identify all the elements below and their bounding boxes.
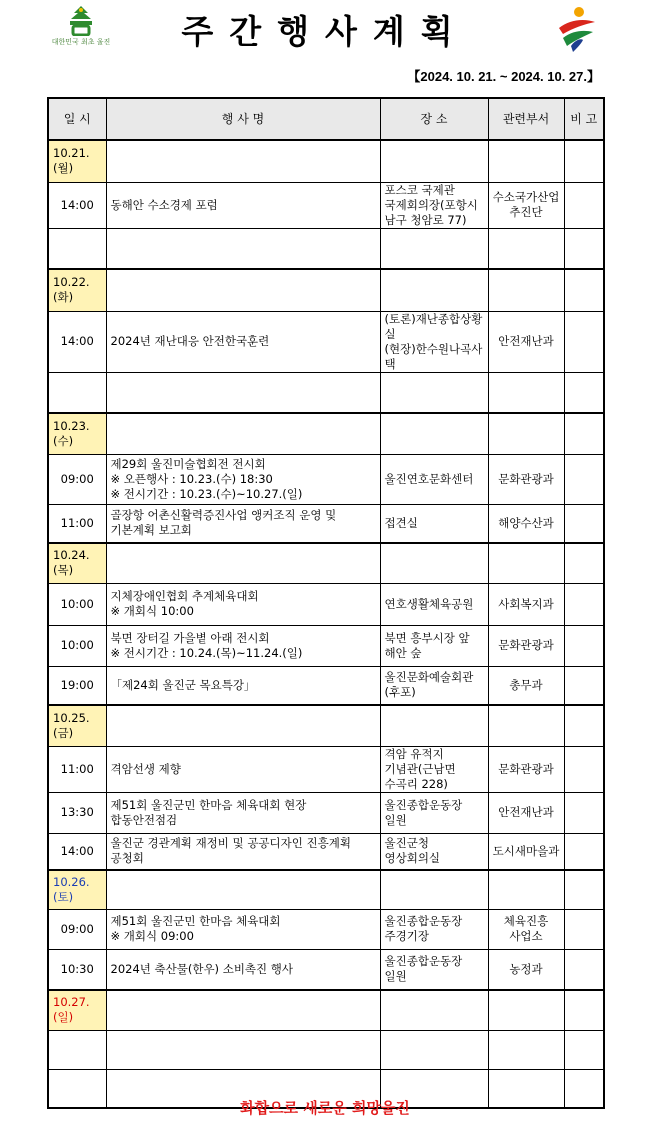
weekly-schedule-table xyxy=(47,97,605,1109)
empty-cell xyxy=(106,269,380,311)
dept-cell: 도시새마을과 xyxy=(488,833,564,870)
place-cell: 울진군청 영상회의실 xyxy=(380,833,488,870)
slogan: 화합으로 새로운 희망울진 xyxy=(240,1099,410,1117)
place-cell: 울진종합운동장 주경기장 xyxy=(380,909,488,949)
county-logo xyxy=(50,4,112,54)
event-name-cell xyxy=(106,1030,380,1069)
dept-cell: 문화관광과 xyxy=(488,625,564,666)
empty-cell xyxy=(380,870,488,909)
place-cell xyxy=(380,228,488,269)
time-cell: 14:00 xyxy=(48,311,106,372)
col-header-place: 장 소 xyxy=(380,98,488,140)
empty-cell xyxy=(380,140,488,182)
place-cell: 울진연호문화센터 xyxy=(380,454,488,504)
time-cell: 14:00 xyxy=(48,182,106,228)
note-cell xyxy=(564,909,604,949)
dept-cell: 농정과 xyxy=(488,949,564,990)
event-row xyxy=(48,311,604,372)
day-header-row xyxy=(48,140,604,182)
day-header-row xyxy=(48,705,604,746)
time-cell: 19:00 xyxy=(48,666,106,705)
date-cell: 10.22.(화) xyxy=(48,269,106,311)
page-title: 주간행사계획 xyxy=(181,12,469,51)
event-name-cell: 2024년 재난대응 안전한국훈련 xyxy=(106,311,380,372)
col-header-dept: 관련부서 xyxy=(488,98,564,140)
empty-cell xyxy=(380,269,488,311)
event-row xyxy=(48,909,604,949)
empty-cell xyxy=(488,990,564,1030)
note-cell xyxy=(564,583,604,625)
event-name-cell: 골장항 어촌신활력증진사업 앵커조직 운영 및 기본계획 보고회 xyxy=(106,504,380,543)
dept-cell: 안전재난과 xyxy=(488,792,564,833)
place-cell: 울진문화예술회관 (후포) xyxy=(380,666,488,705)
col-header-datetime: 일 시 xyxy=(48,98,106,140)
time-cell: 10:30 xyxy=(48,949,106,990)
note-cell xyxy=(564,182,604,228)
date-cell: 10.27.(일) xyxy=(48,990,106,1030)
time-cell: 11:00 xyxy=(48,746,106,792)
event-name-cell: 제29회 울진미술협회전 전시회 ※ 오픈행사 : 10.23.(수) 18:30 ※ 전시기간 : 10.23.(수)~10.27.(일) xyxy=(106,454,380,504)
dept-cell: 체육진흥 사업소 xyxy=(488,909,564,949)
day-header-row xyxy=(48,413,604,454)
time-cell xyxy=(48,228,106,269)
event-name-cell: 북면 장터길 가을볕 아래 전시회 ※ 전시기간 : 10.24.(목)~11.24.(일) xyxy=(106,625,380,666)
empty-cell xyxy=(564,870,604,909)
note-cell xyxy=(564,625,604,666)
empty-cell xyxy=(488,543,564,583)
event-row xyxy=(48,1030,604,1069)
event-row xyxy=(48,182,604,228)
event-row xyxy=(48,746,604,792)
event-row xyxy=(48,454,604,504)
place-cell: (토론)재난종합상황실 (현장)한수원나곡사택 xyxy=(380,311,488,372)
time-cell: 10:00 xyxy=(48,625,106,666)
empty-cell xyxy=(564,990,604,1030)
note-cell xyxy=(564,372,604,413)
dept-cell xyxy=(488,1030,564,1069)
dept-cell: 총무과 xyxy=(488,666,564,705)
note-cell xyxy=(564,454,604,504)
event-row xyxy=(48,372,604,413)
dept-cell: 해양수산과 xyxy=(488,504,564,543)
note-cell xyxy=(564,311,604,372)
date-cell: 10.23.(수) xyxy=(48,413,106,454)
emblem-logo xyxy=(553,4,601,54)
note-cell xyxy=(564,666,604,705)
event-row xyxy=(48,625,604,666)
col-header-event: 행 사 명 xyxy=(106,98,380,140)
event-name-cell: 제51회 울진군민 한마음 체육대회 ※ 개회식 09:00 xyxy=(106,909,380,949)
event-row xyxy=(48,833,604,870)
schedule-period: 【2024. 10. 21. ~ 2024. 10. 27.】 xyxy=(407,69,600,84)
place-cell xyxy=(380,1030,488,1069)
event-row xyxy=(48,792,604,833)
empty-cell xyxy=(106,413,380,454)
date-cell: 10.25.(금) xyxy=(48,705,106,746)
empty-cell xyxy=(488,413,564,454)
empty-cell xyxy=(106,870,380,909)
event-row xyxy=(48,666,604,705)
note-cell xyxy=(564,504,604,543)
time-cell xyxy=(48,372,106,413)
dept-cell: 사회복지과 xyxy=(488,583,564,625)
day-header-row xyxy=(48,543,604,583)
event-name-cell xyxy=(106,372,380,413)
dept-cell xyxy=(488,228,564,269)
empty-cell xyxy=(380,413,488,454)
time-cell: 14:00 xyxy=(48,833,106,870)
note-cell xyxy=(564,792,604,833)
time-cell xyxy=(48,1030,106,1069)
empty-cell xyxy=(564,269,604,311)
time-cell: 13:30 xyxy=(48,792,106,833)
dept-cell: 문화관광과 xyxy=(488,746,564,792)
event-row xyxy=(48,583,604,625)
note-cell xyxy=(564,746,604,792)
place-cell: 북면 흥부시장 앞 해안 숲 xyxy=(380,625,488,666)
empty-cell xyxy=(488,705,564,746)
event-name-cell: 격암선생 제향 xyxy=(106,746,380,792)
place-cell: 울진종합운동장 일원 xyxy=(380,949,488,990)
empty-cell xyxy=(564,705,604,746)
day-header-row xyxy=(48,990,604,1030)
empty-cell xyxy=(380,543,488,583)
dept-cell xyxy=(488,372,564,413)
note-cell xyxy=(564,949,604,990)
event-name-cell: 「제24회 울진군 목요특강」 xyxy=(106,666,380,705)
empty-cell xyxy=(564,543,604,583)
empty-cell xyxy=(488,269,564,311)
note-cell xyxy=(564,1030,604,1069)
place-cell: 접견실 xyxy=(380,504,488,543)
empty-cell xyxy=(380,990,488,1030)
dept-cell: 문화관광과 xyxy=(488,454,564,504)
event-name-cell: 울진군 경관계획 재정비 및 공공디자인 진흥계획 공청회 xyxy=(106,833,380,870)
place-cell xyxy=(380,372,488,413)
event-name-cell xyxy=(106,228,380,269)
day-header-row xyxy=(48,269,604,311)
empty-cell xyxy=(106,140,380,182)
col-header-note: 비 고 xyxy=(564,98,604,140)
time-cell: 11:00 xyxy=(48,504,106,543)
empty-cell xyxy=(564,140,604,182)
place-cell: 격암 유적지 기념관(근남면 수곡리 228) xyxy=(380,746,488,792)
event-row xyxy=(48,949,604,990)
sprout-logo-icon xyxy=(64,4,98,36)
date-cell: 10.24.(목) xyxy=(48,543,106,583)
empty-cell xyxy=(106,543,380,583)
empty-cell xyxy=(380,705,488,746)
event-name-cell: 지체장애인협회 추계체육대회 ※ 개회식 10:00 xyxy=(106,583,380,625)
time-cell: 10:00 xyxy=(48,583,106,625)
event-row xyxy=(48,504,604,543)
date-cell: 10.21.(월) xyxy=(48,140,106,182)
note-cell xyxy=(564,833,604,870)
dept-cell: 안전재난과 xyxy=(488,311,564,372)
place-cell: 울진종합운동장 일원 xyxy=(380,792,488,833)
event-name-cell: 제51회 울진군민 한마음 체육대회 현장 합동안전점검 xyxy=(106,792,380,833)
empty-cell xyxy=(106,990,380,1030)
uljin-emblem-icon xyxy=(553,4,601,54)
schedule-body xyxy=(48,140,604,1108)
dept-cell: 수소국가산업 추진단 xyxy=(488,182,564,228)
note-cell xyxy=(564,228,604,269)
place-cell: 연호생활체육공원 xyxy=(380,583,488,625)
day-header-row xyxy=(48,870,604,909)
empty-cell xyxy=(488,140,564,182)
time-cell: 09:00 xyxy=(48,909,106,949)
event-name-cell: 동해안 수소경제 포럼 xyxy=(106,182,380,228)
place-cell: 포스코 국제관 국제회의장(포항시 남구 청암로 77) xyxy=(380,182,488,228)
empty-cell xyxy=(564,413,604,454)
event-row xyxy=(48,228,604,269)
date-cell: 10.26.(토) xyxy=(48,870,106,909)
empty-cell xyxy=(106,705,380,746)
event-name-cell: 2024년 축산물(한우) 소비촉진 행사 xyxy=(106,949,380,990)
empty-cell xyxy=(488,870,564,909)
time-cell: 09:00 xyxy=(48,454,106,504)
logo-caption: 대한민국 최초 울진 xyxy=(51,38,111,46)
